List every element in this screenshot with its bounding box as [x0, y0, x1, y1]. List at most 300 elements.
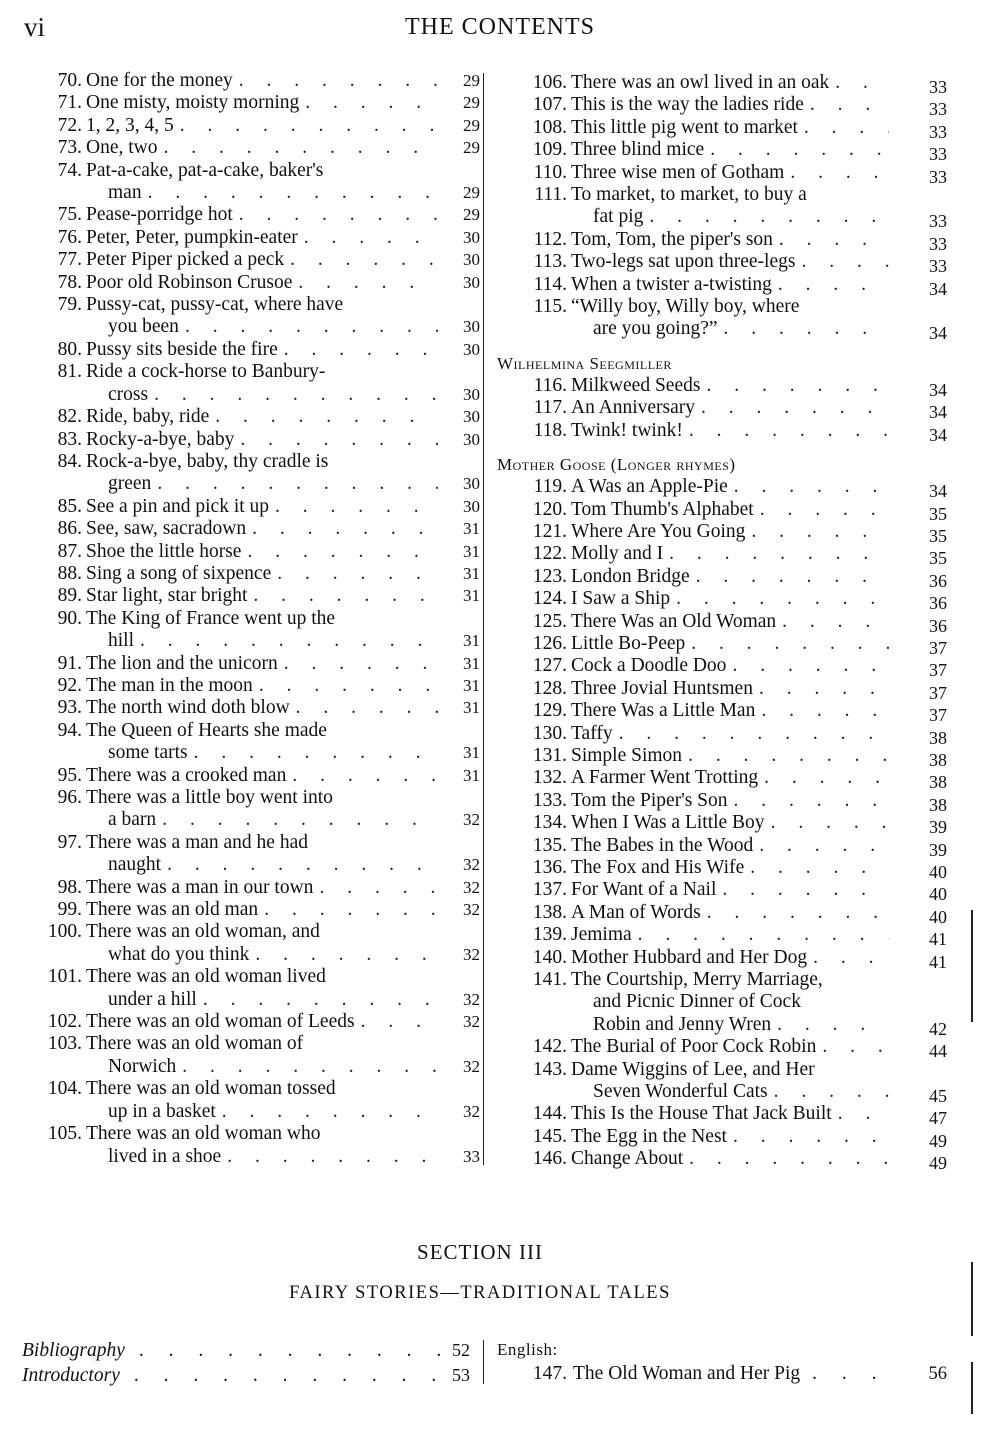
entry-number: 98. [57, 876, 82, 898]
entry-number: 70. [57, 70, 82, 91]
entry-title: Three wise men of Gotham [571, 161, 785, 183]
entry-title: There was an old man [86, 899, 259, 921]
entry-page: 31 [463, 743, 480, 763]
entry-title: Sing a song of sixpence [86, 562, 272, 584]
toc-entry[interactable] [497, 184, 947, 232]
entry-page: 31 [463, 541, 480, 561]
toc-entry[interactable] [24, 451, 480, 496]
entry-number: 85. [57, 495, 82, 517]
entry-title: a barn [108, 809, 157, 831]
toc-entry[interactable] [497, 1148, 947, 1174]
leader-dots [663, 543, 889, 565]
toc-entry[interactable] [24, 406, 480, 428]
entry-title: There was an old woman lived [86, 966, 326, 988]
leader-dots [197, 989, 438, 1011]
toc-entry[interactable] [24, 787, 480, 832]
toc-entry[interactable] [24, 70, 480, 92]
toc-entry[interactable] [497, 879, 947, 905]
toc-entry[interactable] [24, 249, 480, 271]
entry-page: 45 [929, 1086, 947, 1107]
toc-entry[interactable] [497, 924, 947, 950]
entry-number: 92. [57, 674, 82, 696]
english-section [497, 1338, 947, 1386]
entry-page: 34 [929, 402, 947, 423]
entry-page: 31 [463, 563, 480, 583]
entry-title: Two-legs sat upon three-legs [571, 251, 796, 273]
leader-dots [726, 655, 889, 677]
entry-title: what do you think [108, 943, 250, 965]
entry-page: 35 [929, 525, 947, 546]
leader-dots [151, 473, 438, 495]
entry-title: The Burial of Poor Cock Robin [571, 1036, 817, 1058]
entry-number: 120. [532, 498, 567, 520]
toc-entry[interactable] [24, 765, 480, 787]
entry-number: 115. [533, 296, 567, 318]
entry-title: There was an old woman of Leeds [86, 1011, 355, 1033]
scan-edge-mark [971, 1262, 973, 1336]
leader-dots [613, 723, 889, 745]
leader-dots [176, 1056, 438, 1078]
entry-number: 122. [532, 543, 567, 565]
entry-title: The Egg in the Nest [571, 1125, 727, 1147]
leader-dots [209, 406, 438, 428]
entry-title: There Was an Old Woman [571, 610, 777, 632]
toc-entry[interactable] [24, 720, 480, 765]
entry-page: 33 [929, 233, 947, 254]
toc-entry[interactable] [24, 272, 480, 294]
entry-number: 130. [532, 722, 567, 744]
entry-title: There was a crooked man [86, 764, 287, 786]
entry-title: and Picnic Dinner of Cock [593, 991, 801, 1013]
entry-title: The Babes in the Wood [571, 834, 754, 856]
entry-title: cross [108, 383, 149, 405]
toc-entry[interactable] [497, 543, 947, 569]
entry-page: 41 [929, 951, 947, 972]
entry-number: 75. [57, 204, 82, 226]
entry-title: Robin and Jenny Wren [593, 1013, 772, 1035]
leader-dots [795, 251, 889, 273]
toc-entry[interactable] [497, 767, 947, 793]
entry-page: 38 [929, 727, 947, 748]
toc-entry[interactable] [24, 92, 480, 114]
toc-entry[interactable] [497, 228, 947, 254]
toc-entry[interactable] [24, 653, 480, 675]
entry-number: 134. [532, 812, 567, 834]
leader-dots [765, 812, 889, 834]
entry-page: 36 [929, 570, 947, 591]
toc-entry[interactable] [497, 520, 947, 546]
front-matter-entry[interactable] [22, 1338, 470, 1363]
toc-entry[interactable] [24, 137, 480, 159]
entry-number: 119. [533, 476, 567, 498]
toc-entry[interactable] [497, 116, 947, 142]
leader-dots [683, 420, 889, 442]
entry-title: Ride, baby, ride [86, 406, 210, 428]
entry-number: 137. [532, 879, 567, 901]
entry-title: Rocky-a-bye, baby [86, 428, 235, 450]
entry-page: 35 [929, 503, 947, 524]
entry-title: See a pin and pick it up [86, 495, 270, 517]
entry-title: Cock a Doodle Doo [571, 655, 727, 677]
entry-number: 117. [533, 397, 567, 419]
entry-page: 33 [929, 144, 947, 165]
entry-title: Simple Simon [571, 744, 683, 766]
toc-entry[interactable] [497, 946, 947, 972]
leader-dots [355, 1011, 438, 1033]
entry-number: 73. [57, 137, 82, 159]
leader-dots [829, 72, 889, 94]
entry-number: 146. [532, 1148, 567, 1170]
entry-number: 129. [532, 700, 567, 722]
toc-entry[interactable] [497, 857, 947, 882]
entry-title: Seven Wonderful Cats [593, 1081, 768, 1103]
leader-dots [286, 765, 438, 787]
toc-entry[interactable] [497, 1058, 947, 1107]
entry-page: 29 [463, 115, 480, 135]
section-title: SECTION III [417, 1240, 543, 1264]
entry-page: 30 [463, 339, 480, 359]
toc-entry[interactable] [24, 585, 480, 607]
entry-number: 128. [532, 677, 567, 699]
entry-title: There was an old woman who [86, 1123, 321, 1145]
leader-dots [158, 137, 439, 159]
entry-number: 142. [532, 1036, 567, 1058]
entry-title: When a twister a-twisting [571, 273, 772, 295]
entry-title: The north wind doth blow [86, 697, 290, 719]
entry-title: man [108, 182, 142, 204]
front-matter-list [22, 1338, 470, 1388]
scan-edge-mark [971, 1362, 973, 1414]
toc-entry[interactable] [497, 498, 947, 524]
toc-entry[interactable] [24, 541, 480, 563]
entry-number: 147. [532, 1363, 567, 1384]
entry-number: 95. [57, 764, 82, 786]
entry-page: 30 [463, 250, 480, 270]
entry-title: Ride a cock-horse to Banbury- [86, 361, 326, 383]
entry-page: 41 [929, 929, 947, 950]
entry-title: London Bridge [571, 565, 690, 587]
leader-dots [233, 70, 438, 92]
toc-entry[interactable] [497, 744, 947, 770]
entry-page: 39 [929, 817, 947, 838]
entry-number: 114. [533, 273, 567, 295]
toc-entry[interactable] [497, 94, 947, 120]
entry-page: 49 [929, 1130, 947, 1151]
leader-dots [768, 1081, 889, 1103]
toc-entry[interactable] [497, 969, 947, 1039]
entry-title: Pease-porridge hot [86, 204, 233, 226]
toc-entry[interactable] [497, 161, 947, 187]
leader-dots [125, 1338, 440, 1363]
toc-entry[interactable] [24, 429, 480, 451]
toc-entry[interactable] [497, 834, 947, 860]
entry-page: 31 [463, 653, 480, 673]
entry-page: 40 [929, 862, 947, 882]
leader-dots [755, 700, 889, 722]
entry-title: This Is the House That Jack Built [571, 1103, 832, 1125]
entry-number: 80. [57, 338, 82, 360]
toc-entry[interactable] [497, 700, 947, 726]
entry-title: An Anniversary [571, 397, 696, 419]
entry-number: 83. [57, 428, 82, 450]
entry-page: 32 [463, 1012, 480, 1032]
toc-entry[interactable] [24, 877, 480, 899]
leader-dots [258, 899, 438, 921]
toc-entry[interactable] [497, 812, 947, 838]
entry-page: 30 [463, 474, 480, 494]
entry-page: 33 [929, 166, 947, 187]
entry-title: Star light, star bright [86, 585, 248, 607]
toc-entry[interactable] [24, 361, 480, 406]
entry-title: For Want of a Nail [571, 879, 717, 901]
leader-dots [134, 630, 438, 652]
leader-dots [718, 318, 889, 340]
entry-title: Pat-a-cake, pat-a-cake, baker's [86, 159, 324, 181]
toc-entry[interactable] [497, 1036, 947, 1062]
entry-number: 101. [47, 966, 82, 988]
toc-entry[interactable] [24, 294, 480, 339]
leader-dots [174, 115, 438, 137]
leader-dots [188, 742, 438, 764]
entry-title: some tarts [108, 742, 188, 764]
entry-number: 76. [57, 226, 82, 248]
leader-dots [246, 518, 438, 540]
toc-entry[interactable] [497, 72, 947, 97]
leader-dots [269, 496, 438, 518]
entry-title: Milkweed Seeds [571, 374, 701, 396]
entry-title: I Saw a Ship [571, 588, 671, 610]
entry-page: 29 [463, 138, 480, 158]
toc-entry[interactable] [24, 339, 480, 361]
leader-dots [816, 1036, 889, 1058]
entry-number: 100. [47, 921, 82, 943]
entry-page: 34 [929, 323, 947, 344]
entry-page: 29 [463, 205, 480, 225]
leader-dots [221, 1146, 438, 1168]
entry-title: Shoe the little horse [86, 540, 242, 562]
leader-dots [234, 429, 438, 451]
leader-dots [670, 588, 889, 610]
entry-title: Pussy-cat, pussy-cat, where have [86, 294, 344, 316]
toc-entry[interactable] [24, 563, 480, 585]
entry-page: 32 [463, 1056, 480, 1076]
entry-page: 40 [929, 906, 947, 927]
entry-number: 113. [533, 251, 567, 273]
entry-number: 82. [57, 406, 82, 428]
toc-entry[interactable] [24, 697, 480, 719]
entry-number: 141. [532, 969, 567, 991]
front-matter-entry[interactable] [22, 1363, 470, 1388]
toc-entry[interactable] [497, 419, 947, 445]
toc-entry[interactable] [24, 1078, 480, 1123]
toc-entry[interactable] [24, 608, 480, 653]
entry-number: 96. [57, 787, 82, 808]
leader-dots [776, 611, 889, 633]
leader-dots [148, 384, 438, 406]
entry-page: 30 [463, 384, 480, 404]
toc-entry[interactable] [24, 966, 480, 1011]
leader-dots [233, 204, 438, 226]
leader-dots [701, 902, 889, 924]
entry-number: 111. [534, 184, 567, 206]
toc-entry[interactable] [497, 722, 947, 748]
entry-title: There was a man and he had [86, 831, 308, 853]
toc-entry[interactable] [497, 565, 947, 591]
entry-page: 32 [463, 1101, 480, 1121]
entry-title: Poor old Robinson Crusoe [86, 271, 293, 293]
toc-entry[interactable] [497, 273, 947, 299]
entry-title: Rock-a-bye, baby, thy cradle is [86, 450, 329, 472]
entry-page: 36 [929, 615, 947, 636]
entry-title: The Old Woman and Her Pig [573, 1363, 801, 1384]
entry-title: The Fox and His Wife [571, 857, 745, 878]
toc-entry[interactable] [24, 160, 480, 205]
entry-page: 33 [929, 77, 947, 97]
leader-dots [745, 521, 889, 543]
toc-entry[interactable] [497, 476, 947, 502]
entry-page: 38 [929, 772, 947, 793]
entry-title: There was an old woman of [86, 1033, 304, 1055]
entry-page: 32 [463, 900, 480, 920]
toc-entry[interactable] [24, 675, 480, 697]
column-divider [483, 73, 484, 1165]
toc-entry[interactable] [497, 655, 947, 681]
entry-page: 49 [929, 1153, 947, 1174]
entry-number: 91. [57, 652, 82, 674]
entry-page: 30 [463, 317, 480, 337]
toc-entry[interactable] [24, 921, 480, 966]
entry-title: Change About [571, 1148, 684, 1170]
entry-page: 30 [463, 407, 480, 427]
leader-dots [156, 809, 438, 831]
toc-entry[interactable] [497, 901, 947, 927]
leader-dots [704, 139, 889, 161]
toc-entry[interactable] [497, 677, 947, 703]
entry-number: 116. [533, 374, 567, 396]
entry-page: 33 [929, 121, 947, 142]
toc-entry[interactable] [24, 832, 480, 877]
entry-page: 34 [929, 379, 947, 400]
entry-page: 44 [929, 1041, 947, 1062]
entry-title: A Man of Words [571, 901, 701, 923]
entry-page: 32 [463, 810, 480, 830]
leader-dots [271, 563, 438, 585]
toc-entry[interactable] [497, 610, 947, 636]
entry-number: 90. [57, 607, 82, 629]
leader-dots [758, 767, 889, 789]
toc-entry[interactable] [497, 1362, 947, 1386]
entry-number: 135. [532, 834, 567, 856]
toc-entry[interactable] [24, 1123, 480, 1168]
entry-page: 31 [463, 586, 480, 606]
entry-title: There Was a Little Man [571, 700, 756, 722]
entry-title: One, two [86, 137, 158, 159]
toc-entry[interactable] [24, 204, 480, 226]
leader-dots [253, 675, 438, 697]
entry-number: 79. [57, 294, 82, 316]
entry-number: 132. [532, 767, 567, 789]
toc-entry[interactable] [497, 139, 947, 165]
entry-page: 40 [929, 884, 947, 905]
toc-entry[interactable] [24, 496, 480, 518]
group-heading-mother-goose: Mother Goose (Longer rhymes) [497, 455, 736, 475]
entry-page: 33 [463, 1146, 480, 1166]
leader-dots [728, 476, 889, 498]
leader-dots [292, 272, 438, 294]
toc-entry[interactable] [497, 397, 947, 423]
entry-number: 74. [57, 159, 82, 181]
running-title: THE CONTENTS [405, 14, 595, 40]
entry-title: The lion and the unicorn [86, 652, 278, 674]
entry-title: A Farmer Went Trotting [571, 767, 759, 789]
entry-title: Tom the Piper's Son [571, 789, 728, 811]
toc-entry[interactable] [497, 789, 947, 815]
entry-number: 124. [532, 588, 567, 610]
section-subtitle: FAIRY STORIES—TRADITIONAL TALES [289, 1283, 671, 1303]
toc-entry[interactable] [497, 374, 947, 400]
entry-title: Dame Wiggins of Lee, and Her [571, 1058, 815, 1080]
leader-dots [216, 1101, 438, 1123]
entry-page: 36 [929, 593, 947, 614]
toc-entry[interactable] [24, 1011, 480, 1033]
entry-number: 97. [57, 831, 82, 853]
leader-dots [771, 1014, 889, 1036]
toc-entry[interactable] [497, 296, 947, 344]
leader-dots [727, 1126, 889, 1148]
entry-page: 30 [463, 429, 480, 449]
toc-entry[interactable] [24, 115, 480, 137]
leader-dots [161, 854, 438, 876]
leader-dots [800, 1362, 901, 1386]
entry-number: 86. [57, 518, 82, 540]
entry-number: 87. [57, 540, 82, 562]
entry-title: “Willy boy, Willy boy, where [571, 296, 800, 318]
toc-entry[interactable] [24, 899, 480, 921]
entry-page: 53 [452, 1365, 470, 1385]
toc-entry[interactable] [497, 588, 947, 614]
entry-title: are you going?” [593, 318, 718, 340]
leader-dots [142, 182, 438, 204]
toc-entry[interactable] [24, 1033, 480, 1078]
entry-number: 107. [532, 94, 567, 116]
entry-page: 32 [463, 855, 480, 875]
entry-title: To market, to market, to buy a [571, 184, 807, 206]
toc-entry[interactable] [24, 227, 480, 249]
leader-dots [299, 92, 438, 114]
entry-page: 33 [929, 211, 947, 232]
entry-page: 37 [929, 637, 947, 658]
toc-entry[interactable] [497, 1103, 947, 1129]
entry-number: 139. [532, 924, 567, 946]
entry-number: 105. [47, 1123, 82, 1145]
leader-dots [632, 924, 889, 946]
leader-dots [832, 1103, 889, 1125]
toc-entry[interactable] [497, 632, 947, 658]
leader-dots [683, 1148, 889, 1170]
entry-number: 84. [57, 450, 82, 472]
entry-page: 33 [929, 99, 947, 120]
leader-dots [278, 339, 438, 361]
toc-entry[interactable] [24, 518, 480, 540]
entry-page: 52 [452, 1340, 470, 1360]
leader-dots [241, 541, 438, 563]
entry-page: 32 [463, 877, 480, 897]
entry-title: Jemima [571, 924, 632, 946]
entry-number: 126. [532, 632, 567, 654]
toc-entry[interactable] [497, 251, 947, 277]
toc-entry[interactable] [497, 1125, 947, 1151]
leader-dots [685, 633, 889, 655]
